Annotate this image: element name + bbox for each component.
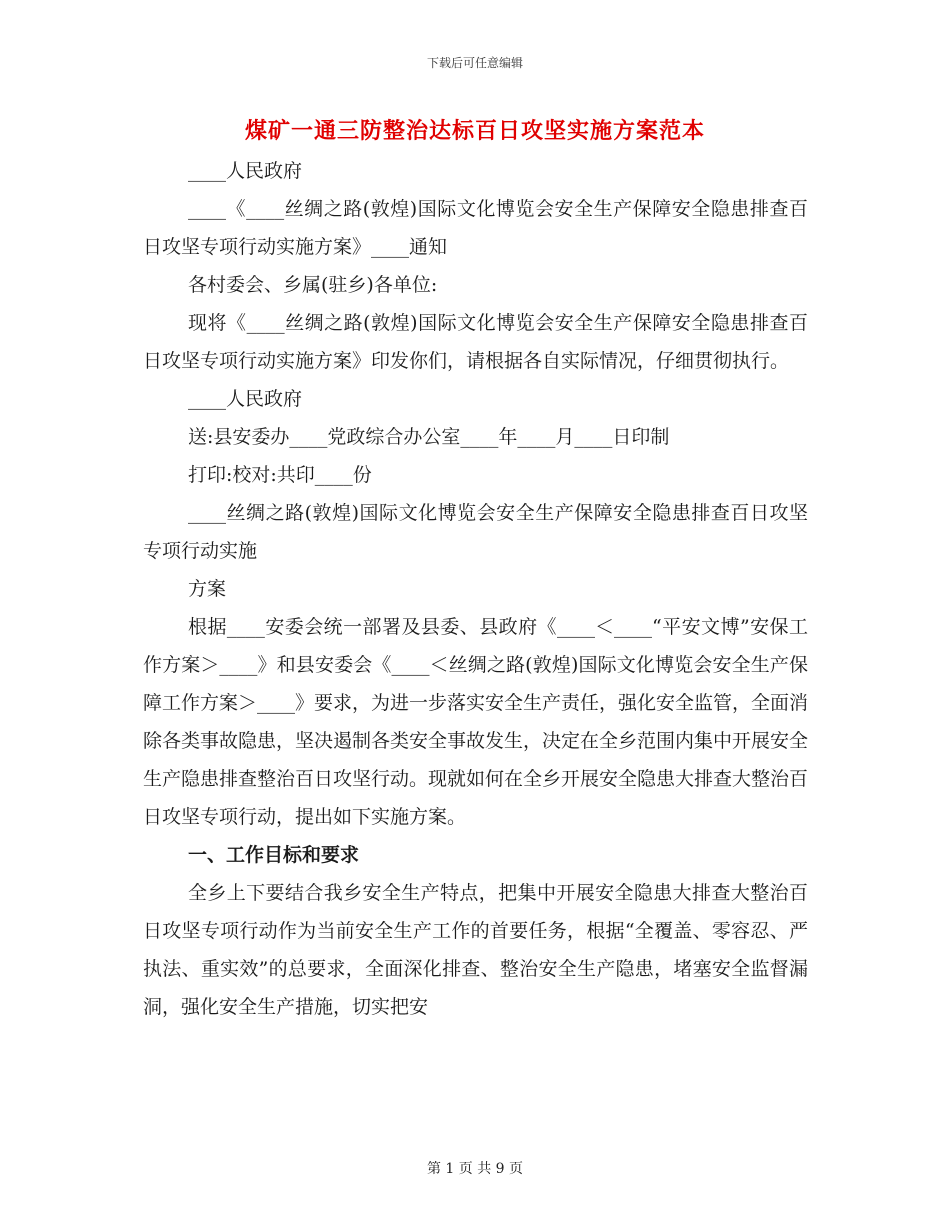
paragraph-send: 送:县安委办____党政综合办公室____年____月____日印制 bbox=[188, 426, 670, 448]
section-heading: 一、工作目标和要求 bbox=[188, 844, 360, 866]
paragraph-basis: 根据____安委会统一部署及县委、县政府《____＜____“平安文博”安保工作方案＞____》和县安委会《____＜丝绸之路(敦煌)国际文化博览会安全生产保障工作方案＞____》要求，为进一步落实安全生产责任，强化安全监管，全面消除各类事故隐患，坚决遏制各类安全事故发生，决定在全乡范围内集中开展安全生产隐患排查整治百日攻坚行动。现就如何在全乡开展安全隐患大排查大整治百日攻坚专项行动，提出如下实施方案。 bbox=[143, 616, 809, 828]
paragraph-plan-title: ____丝绸之路(敦煌)国际文化博览会安全生产保障安全隐患排查百日攻坚专项行动实施 bbox=[143, 502, 808, 562]
header-note: 下载后可任意编辑 bbox=[426, 56, 523, 70]
paragraph-issue: 现将《____丝绸之路(敦煌)国际文化博览会安全生产保障安全隐患排查百日攻坚专项行动实施方案》印发你们，请根据各自实际情况，仔细贯彻执行。 bbox=[143, 312, 808, 372]
document-body bbox=[143, 152, 808, 1026]
paragraph-print: 打印:校对:共印____份 bbox=[188, 464, 372, 486]
document-title: 煤矿一通三防整治达标百日攻坚实施方案范本 bbox=[244, 118, 705, 144]
paragraph-plan-word: 方案 bbox=[188, 578, 227, 600]
paragraph-addressee: 各村委会、乡属(驻乡)各单位: bbox=[188, 274, 438, 296]
section-text: 全乡上下要结合我乡安全生产特点，把集中开展安全隐患大排查大整治百日攻坚专项行动作为当前安全生产工作的首要任务，根据“全覆盖、零容忍、严执法、重实效”的总要求，全面深化排查、整治安全生产隐患，堵塞安全监督漏洞，强化安全生产措施，切实把安 bbox=[143, 882, 808, 1018]
paragraph-notice: ____《____丝绸之路(敦煌)国际文化博览会安全生产保障安全隐患排查百日攻坚专项行动实施方案》____通知 bbox=[143, 198, 808, 258]
paragraph-gov-2: ____人民政府 bbox=[188, 388, 303, 410]
page-footer: 第 1 页 共 9 页 bbox=[426, 1161, 524, 1177]
paragraph-gov-1: ____人民政府 bbox=[188, 160, 303, 182]
